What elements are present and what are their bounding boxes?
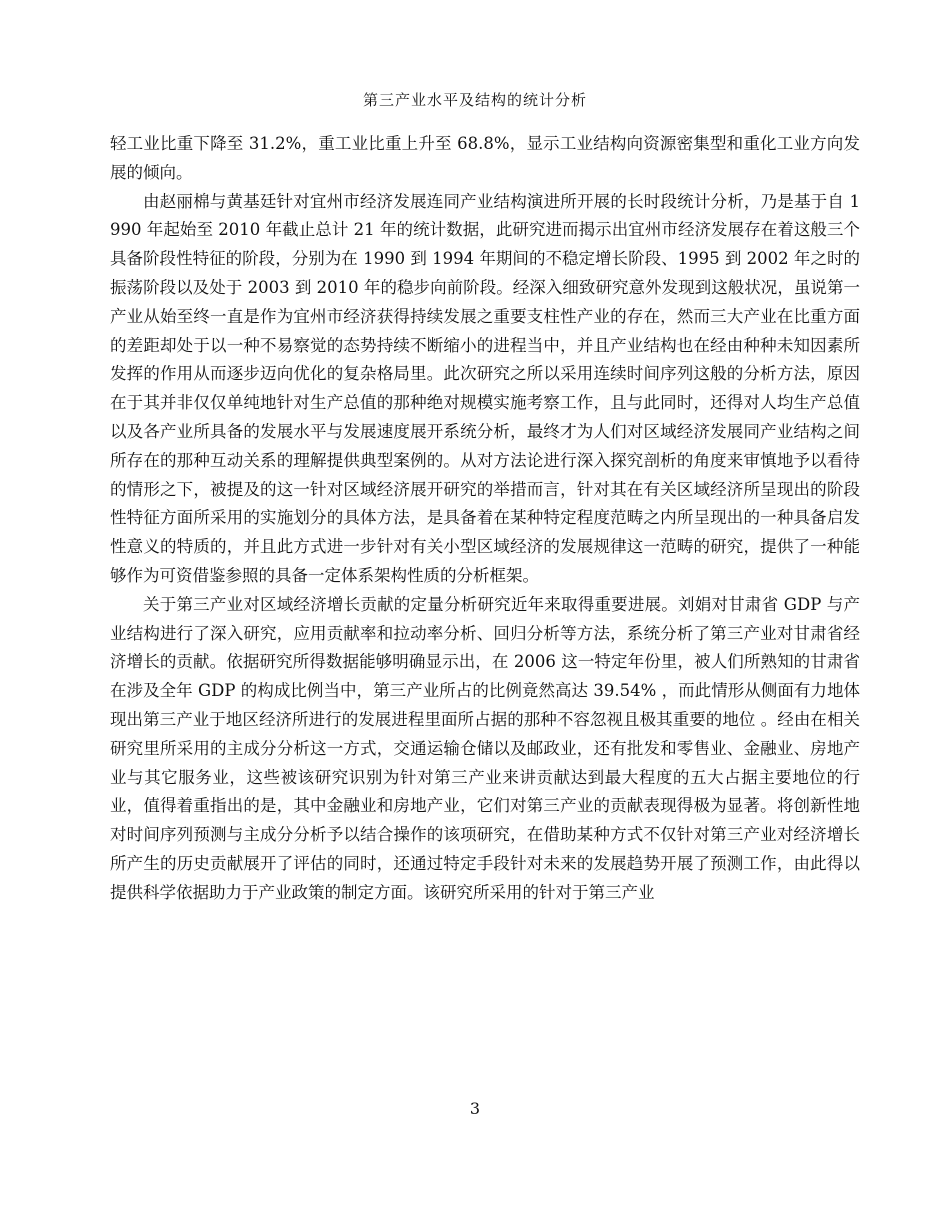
paragraph-gansu-study: 关于第三产业对区域经济增长贡献的定量分析研究近年来取得重要进展。刘娟对甘肃省 GDP 与产业结构进行了深入研究，应用贡献率和拉动率分析、回归分析等方法，系统分析了第三产业对甘肃省经济增长的贡献。依据研究所得数据能够明确显示出，在 2006 这一特定年份里，被人们所熟知的甘肃省在涉及全年 GDP 的构成比例当中，第三产业所占的比例竟然高达 39.54% ，而此情形从侧面有力地体现出第三产业于地区经济所进行的发展进程里面所占据的那种不容忽视且极其重要的地位 。经由在相关研究里所采用的主成分分析这一方式，交通运输仓储以及邮政业，还有批发和零售业、金融业、房地产业与其它服务业，这些被该研究识别为针对第三产业来讲贡献达到最大程度的五大占据主要地位的行业，值得着重指出的是，其中金融业和房地产业，它们对第三产业的贡献表现得极为显著。将创新性地对时间序列预测与主成分分析予以结合操作的该项研究，在借助某种方式不仅针对第三产业对经济增长所产生的历史贡献展开了评估的同时，还通过特定手段针对未来的发展趋势开展了预测工作，由此得以提供科学依据助力于产业政策的制定方面。该研究所采用的针对于第三产业 [110, 594, 860, 902]
page-number-text: 3 [469, 1099, 481, 1118]
paragraph-continuation: 轻工业比重下降至 31.2%，重工业比重上升至 68.8%，显示工业结构向资源密集型和重化工业方向发展的倾向。 [110, 134, 860, 182]
page-body [110, 130, 860, 908]
running-title: 第三产业水平及结构的统计分析 [362, 91, 587, 109]
page-number [0, 1097, 950, 1121]
paragraph-yizhou-study: 由赵丽棉与黄基廷针对宜州市经济发展连同产业结构演进所开展的长时段统计分析，乃是基于自 1990 年起始至 2010 年截止总计 21 年的统计数据，此研究进而揭示出宜州市经济发展存在着这般三个具备阶段性特征的阶段，分别为在 1990 到 1994 年期间的不稳定增长阶段、1995 到 2002 年之时的振荡阶段以及处于 2003 到 2010 年的稳步向前阶段。经深入细致研究意外发现到这般状况，虽说第一产业从始至终一直是作为宜州市经济获得持续发展之重要支柱性产业的存在，然而三大产业在比重方面的差距却处于以一种不易察觉的态势持续不断缩小的进程当中，并且产业结构也在经由种种未知因素所发挥的作用从而逐步迈向优化的复杂格局里。此次研究之所以采用连续时间序列这般的分析方法，原因在于其并非仅仅单纯地针对生产总值的那种绝对规模实施考察工作，且与此同时，还得对人均生产总值以及各产业所具备的发展水平与发展速度展开系统分析，最终才为人们对区域经济发展同产业结构之间所存在的那种互动关系的理解提供典型案例的。从对方法论进行深入探究剖析的角度来审慎地予以看待的情形之下，被提及的这一针对区域经济展开研究的举措而言，针对其在有关区域经济所呈现出的阶段性特征方面所采用的实施划分的具体方法，是具备着在某种特定程度范畴之内所呈现出的一种具备启发性意义的特质的，并且此方式进一步针对有关小型区域经济的发展规律这一范畴的研究，提供了一种能够作为可资借鉴参照的具备一定体系架构性质的分析框架。 [110, 191, 860, 585]
page-header [0, 88, 950, 112]
